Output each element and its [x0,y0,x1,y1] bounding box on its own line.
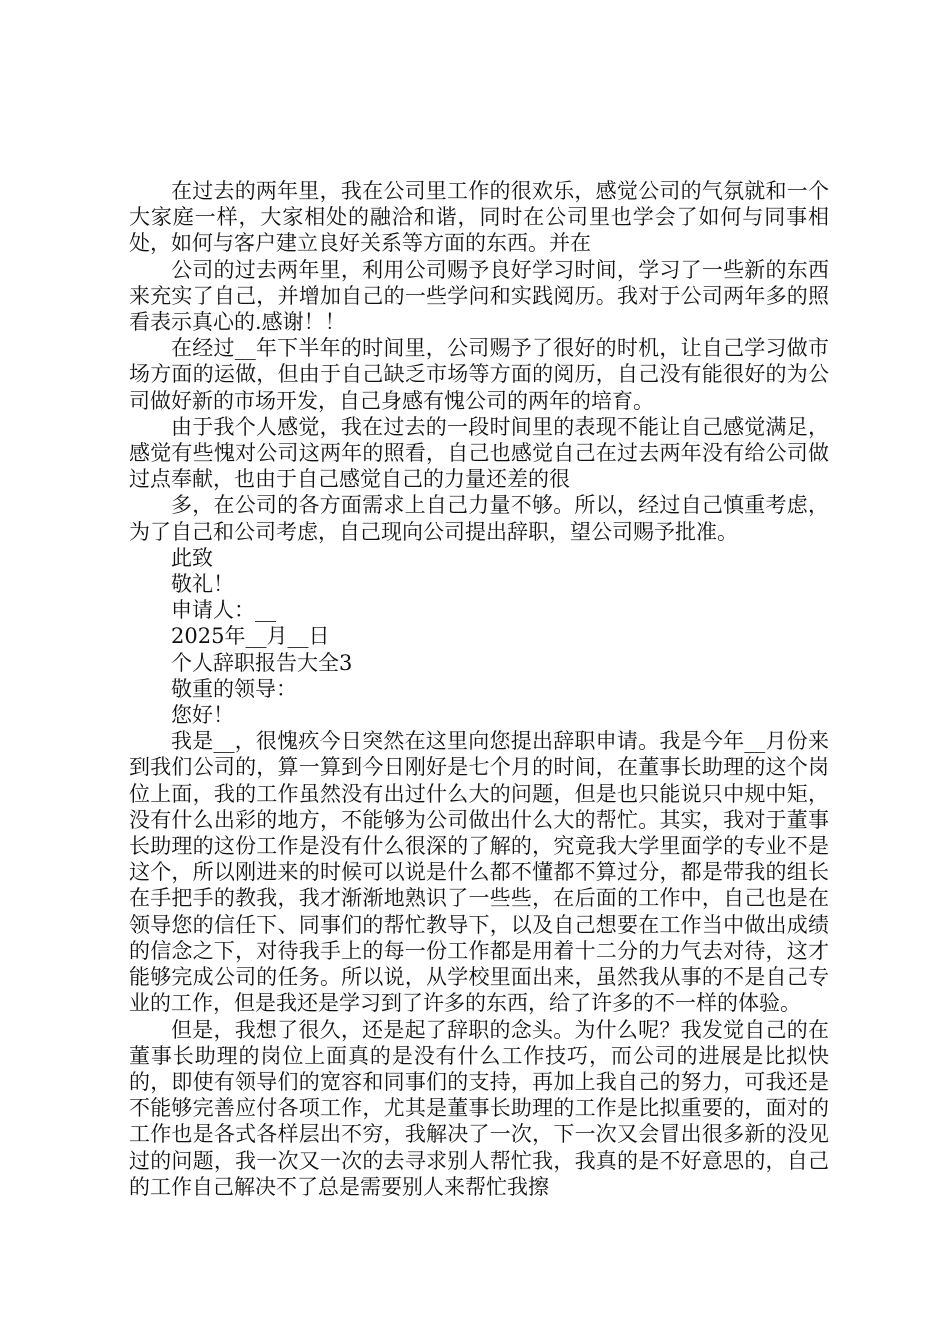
closing-regards: 敬礼！ [171,572,234,597]
greeting-line: 敬重的领导： [171,676,297,701]
hello-line: 您好！ [171,703,234,728]
paragraph-body-1: 我是__，很愧疚今日突然在这里向您提出辞职申请。我是今年__月份来到我们公司的，算一算到今日刚好是七个月的时间，在董事长助理的这个岗位上面，我的工作虽然没有出过什么大的问题，但是也只能说只中规中矩，没有什么出彩的地方，不能够为公司做出什么大的帮忙。其实，我对于董事长助理的这份工作是没有什么很深的了解的，究竟我大学里面学的专业不是这个，所以刚进来的时候可以说是什么都不懂都不算过分，都是带我的组长在手把手的教我，我才渐渐地熟识了一些些，在后面的工作中，自己也是在领导您的信任下、同事们的帮忙教导下，以及自己想要在工作当中做出成绩的信念之下，对待我手上的每一份工作都是用着十二分的力气去对待，这才能够完成公司的任务。所以说，从学校里面出来，虽然我从事的不是自己专业的工作，但是我还是学习到了许多的东西，给了许多的不一样的体验。 [129,729,829,1016]
paragraph-3: 在经过__年下半年的时间里，公司赐予了很好的时机，让自己学习做市场方面的运做，但由于自己缺乏市场等方面的阅历，自己没有能很好的为公司做好新的市场开发，自己身感有愧公司的两年的培育。 [129,336,829,413]
paragraph-body-2: 但是，我想了很久，还是起了辞职的念头。为什么呢？我发觉自己的在董事长助理的岗位上面真的是没有什么工作技巧，而公司的进展是比拟快的，即使有领导们的宽容和同事们的支持，再加上我自己的努力，可我还是不能够完善应付各项工作，尤其是董事长助理的工作是比拟重要的，面对的工作也是各式各样层出不穷，我解决了一次，下一次又会冒出很多新的没见过的问题，我一次又一次的去寻求别人帮忙我，我真的是不好意思的，自己的工作自己解决不了总是需要别人来帮忙我擦 [129,1017,829,1199]
paragraph-5: 多，在公司的各方面需求上自己力量不够。所以，经过自己慎重考虑，为了自己和公司考虑，自己现向公司提出辞职，望公司赐予批准。 [129,493,829,544]
section-title: 个人辞职报告大全3 [171,650,353,675]
paragraph-4: 由于我个人感觉，我在过去的一段时间里的表现不能让自己感觉满足，感觉有些愧对公司这两年的照看，自己也感觉自己在过去两年没有给公司做过点奉献，也由于自己感觉自己的力量还差的很 [129,414,829,492]
document-body [129,178,829,1200]
date-line: 2025年__月__日 [171,624,330,649]
applicant-line: 申请人：__ [171,598,276,623]
paragraph-1: 在过去的两年里，我在公司里工作的很欢乐，感觉公司的气氛就和一个大家庭一样，大家相处的融洽和谐，同时在公司里也学会了如何与同事相处，如何与客户建立良好关系等方面的东西。并在 [129,179,829,256]
paragraph-2: 公司的过去两年里，利用公司赐予良好学习时间，学习了一些新的东西来充实了自己，并增加自己的一些学问和实践阅历。我对于公司两年多的照看表示真心的.感谢！！ [129,257,829,335]
closing-salutation: 此致 [171,545,213,570]
